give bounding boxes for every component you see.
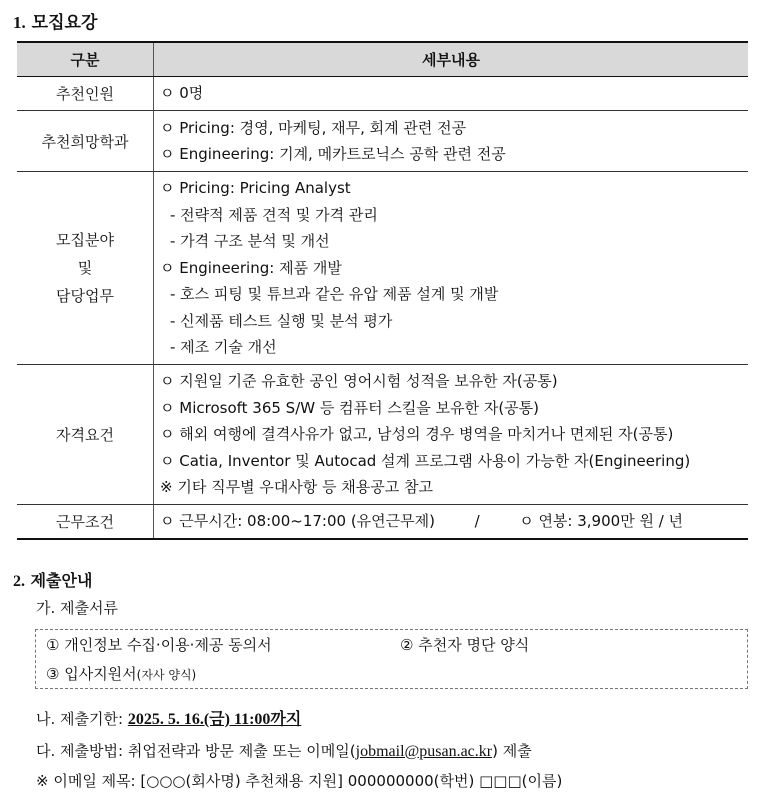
recommend-count-value: ㅇ 0명 bbox=[160, 84, 204, 103]
recruitment-table bbox=[17, 41, 748, 540]
da-text-end: ) 제출 bbox=[492, 742, 532, 760]
field-line: ㅇ Pricing: Pricing Analyst bbox=[160, 179, 351, 198]
ga-label: 가. bbox=[36, 599, 56, 617]
da-label: 다. bbox=[36, 742, 56, 760]
deadline-line bbox=[36, 706, 301, 729]
document-item: ② 추천자 명단 양식 bbox=[400, 636, 530, 654]
label-conditions: 근무조건 bbox=[17, 505, 154, 539]
label-qualification: 자격요건 bbox=[17, 365, 154, 505]
document-item-label: ③ 입사지원서 bbox=[46, 665, 137, 683]
label-major: 추천희망학과 bbox=[17, 111, 154, 172]
document-item bbox=[46, 663, 196, 684]
label-field-line: 및 bbox=[77, 259, 93, 277]
row-qualification bbox=[17, 365, 748, 505]
row-conditions bbox=[17, 505, 748, 539]
section1-number: 1. bbox=[13, 13, 26, 32]
work-hours: ㅇ 근무시간: 08:00~17:00 (유연근무제) bbox=[160, 512, 435, 530]
section2-heading bbox=[13, 568, 92, 591]
label-field-line: 모집분야 bbox=[56, 231, 114, 249]
field-line: - 신제품 테스트 실행 및 분석 평가 bbox=[170, 311, 393, 330]
header-details: 세부내용 bbox=[154, 42, 749, 77]
field-line: - 전략적 제품 견적 및 가격 관리 bbox=[170, 205, 378, 224]
major-line: ㅇ Pricing: 경영, 마케팅, 재무, 회계 관련 전공 bbox=[160, 118, 467, 137]
conditions-divider: / bbox=[474, 512, 480, 530]
table-header-row bbox=[17, 42, 748, 77]
header-category: 구분 bbox=[17, 42, 154, 77]
row-recommend-count bbox=[17, 77, 748, 111]
field-line: - 제조 기술 개선 bbox=[170, 338, 277, 357]
field-line: - 호스 피팅 및 튜브과 같은 유압 제품 설계 및 개발 bbox=[170, 285, 499, 304]
documents-box bbox=[35, 629, 748, 689]
section1-title: 모집요강 bbox=[31, 13, 98, 33]
row-major bbox=[17, 111, 748, 172]
email-subject-note: ※ 이메일 제목: [○○○(회사명) 추천채용 지원] 000000000(학번) □□□(이름) bbox=[36, 772, 563, 790]
submission-docs-heading bbox=[36, 597, 118, 618]
da-text: 제출방법: 취업전략과 방문 제출 또는 이메일( bbox=[60, 742, 356, 760]
qualification-line: ㅇ Microsoft 365 S/W 등 컴퓨터 스킬을 보유한 자(공통) bbox=[160, 398, 540, 417]
deadline-value: 2025. 5. 16.(금) 11:00까지 bbox=[127, 711, 302, 728]
submission-method-line bbox=[36, 740, 532, 761]
row-field bbox=[17, 172, 748, 365]
section2-title: 제출안내 bbox=[30, 571, 93, 590]
document-item-note: (자사 양식) bbox=[136, 668, 197, 682]
na-label: 나. bbox=[36, 710, 56, 728]
na-text: 제출기한: bbox=[60, 710, 124, 728]
label-recommend-count: 추천인원 bbox=[17, 77, 154, 111]
qualification-line: ㅇ Catia, Inventor 및 Autocad 설계 프로그램 사용이 가능한 자(Engineering) bbox=[160, 451, 691, 470]
section2-number: 2. bbox=[13, 573, 25, 590]
section1-heading bbox=[13, 8, 97, 33]
label-field bbox=[17, 172, 154, 365]
ga-text: 제출서류 bbox=[60, 599, 119, 617]
label-field-line: 담당업무 bbox=[56, 287, 114, 305]
qualification-line: ㅇ 해외 여행에 결격사유가 없고, 남성의 경우 병역을 마치거나 면제된 자(공통) bbox=[160, 425, 674, 444]
document-item: ① 개인정보 수집·이용·제공 동의서 bbox=[46, 636, 272, 654]
salary: ㅇ 연봉: 3,900만 원 / 년 bbox=[519, 512, 684, 530]
major-line: ㅇ Engineering: 기계, 메카트로닉스 공학 관련 전공 bbox=[160, 145, 506, 163]
email-link[interactable]: jobmail@pusan.ac.kr bbox=[355, 743, 493, 760]
qualification-line: ㅇ 지원일 기준 유효한 공인 영어시험 성적을 보유한 자(공통) bbox=[160, 372, 558, 391]
field-line: ㅇ Engineering: 제품 개발 bbox=[160, 258, 342, 277]
qualification-line: ※ 기타 직무별 우대사항 등 채용공고 참고 bbox=[160, 478, 434, 497]
field-line: - 가격 구조 분석 및 개선 bbox=[170, 232, 330, 251]
